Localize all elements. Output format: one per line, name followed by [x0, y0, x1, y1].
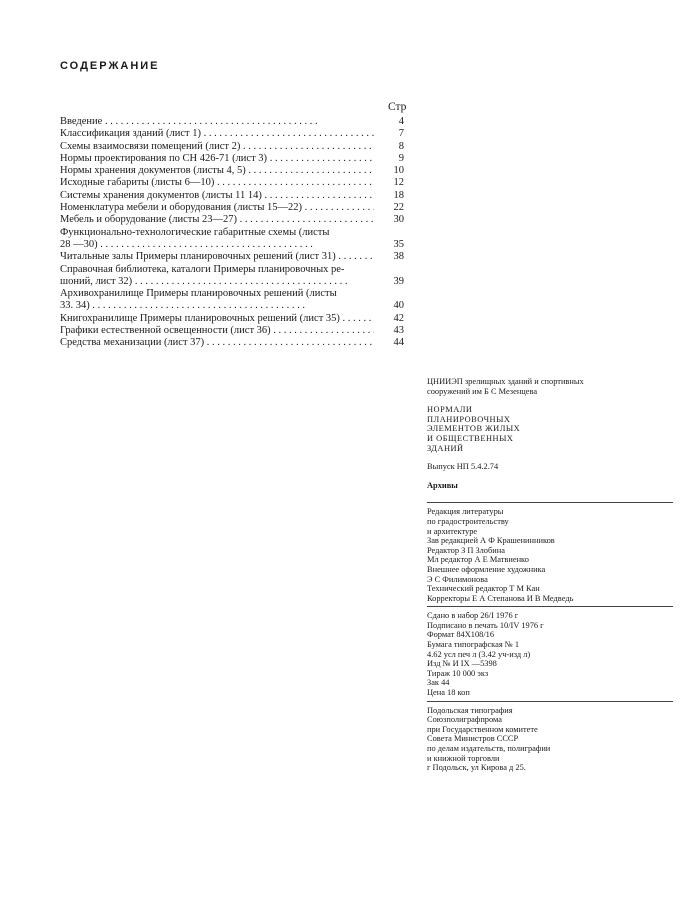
toc-entry [60, 202, 404, 214]
toc-entry [60, 128, 404, 140]
toc-entry [60, 214, 404, 226]
toc-entry [60, 141, 404, 153]
org-line: сооружений им Б С Мезенцева [427, 386, 538, 396]
print-info-line: 4.62 усл печ л (3.42 уч-изд л) [427, 649, 531, 659]
print-info-line: Цена 18 коп [427, 688, 470, 698]
imprint-print-info [427, 611, 687, 697]
staff-line: Э С Филимонова [427, 574, 488, 584]
toc-entry-page: 12 [393, 177, 404, 189]
toc-entry [60, 227, 404, 239]
toc-entry-page: 18 [393, 189, 404, 201]
book-title [427, 405, 687, 453]
toc-entry-text: 28 —30) . . [60, 239, 374, 251]
divider [427, 701, 673, 702]
print-info-line: Тираж 10 000 экз [427, 668, 489, 678]
toc-entry-page: 38 [393, 251, 404, 263]
toc-entry-text: Архивохранилище Примеры планировочных решений (листы [60, 288, 337, 300]
toc-entry [60, 239, 404, 251]
divider [427, 606, 673, 607]
staff-line: и архитектуре [427, 526, 478, 536]
toc-entry-page: 7 [398, 128, 404, 140]
toc-entry-page: 40 [393, 300, 404, 312]
printer-line: Подольская типография [427, 705, 513, 715]
toc-entry-page: 35 [393, 238, 404, 250]
toc-entry [60, 264, 404, 276]
toc-entry-page: 43 [393, 325, 404, 337]
book-title-line: НОРМАЛИ [427, 405, 473, 415]
table-of-contents [60, 116, 404, 350]
print-info-line: Бумага типографская № 1 [427, 640, 520, 650]
toc-entry [60, 325, 404, 337]
toc-entry [60, 190, 404, 202]
staff-line: Корректоры Е А Степанова И В Медведь [427, 593, 574, 603]
book-title-line: ЗДАНИЙ [427, 443, 464, 453]
toc-entry-page: 8 [398, 140, 404, 152]
toc-entry-text: шоний, лист 32) . . [60, 276, 374, 288]
staff-line: Редакция литературы [427, 507, 504, 517]
toc-entry-text: Читальные залы Примеры планировочных решений (лист 31) . . [60, 251, 374, 263]
printer-line: г Подольск, ул Кирова д 25. [427, 763, 526, 773]
divider [427, 502, 673, 503]
toc-entry-text: Системы хранения документов (листы 11 14) . . [60, 190, 374, 202]
print-info-line: Сдано в набор 26/I 1976 г [427, 611, 519, 621]
toc-entry [60, 337, 404, 349]
org-line: ЦНИИЭП зрелищных зданий и спортивных [427, 377, 584, 386]
toc-entry-page: 4 [398, 116, 404, 127]
toc-entry [60, 177, 404, 189]
imprint [427, 377, 687, 773]
staff-line: Внешнее оформление художника [427, 564, 546, 574]
toc-entry-text: 33. 34) . . [60, 300, 374, 312]
printer-line: Совета Министров СССР [427, 734, 519, 744]
toc-entry-text: Нормы проектирования по СН 426-71 (лист 3) . . [60, 153, 374, 165]
toc-entry-text: Нормы хранения документов (листы 4, 5) . . [60, 165, 374, 177]
imprint-org [427, 377, 687, 396]
staff-line: Редактор З П Злобина [427, 545, 505, 555]
staff-line: Зав редакцией А Ф Крашенинников [427, 536, 555, 546]
toc-entry-text: Схемы взаимосвязи помещений (лист 2) . . [60, 141, 374, 153]
toc-entry-text: Исходные габариты (листы 6—10) . . [60, 177, 374, 189]
book-subtitle: Архивы [427, 480, 458, 490]
toc-entry-text: Средства механизации (лист 37) . . [60, 337, 374, 349]
toc-entry [60, 165, 404, 177]
toc-entry-text: Графики естественной освещенности (лист 36) . . [60, 325, 374, 337]
toc-entry-page: 9 [398, 152, 404, 164]
imprint-staff [427, 507, 687, 603]
toc-entry-page: 44 [393, 337, 404, 349]
printer-line: по делам издательств, полиграфии [427, 744, 551, 753]
toc-entry-text: Мебель и оборудование (листы 23—27) . . [60, 214, 374, 226]
printer-line: и книжной торговли [427, 753, 500, 763]
toc-entry-text: Номенклатура мебели и оборудования (листы 15—22) . . [60, 202, 374, 214]
print-info-line: Изд № И IX —5398 [427, 659, 497, 669]
book-title-line: ЭЛЕМЕНТОВ ЖИЛЫХ [427, 424, 521, 434]
toc-entry-text: Книгохранилище Примеры планировочных решений (лист 35) . . [60, 313, 374, 325]
page-column-label: Стр [388, 101, 407, 113]
toc-entry [60, 313, 404, 325]
toc-entry-text: Введение . . [60, 116, 374, 128]
imprint-printer [427, 706, 687, 773]
toc-entry-text: Функционально-технологические габаритные схемы (листы [60, 226, 330, 238]
staff-line: Технический редактор Т М Кан [427, 584, 540, 594]
print-info-line: Формат 84X108/16 [427, 630, 495, 640]
toc-entry-text: Справочная библиотека, каталоги Примеры планировочных ре- [60, 263, 345, 275]
toc-entry [60, 300, 404, 312]
print-info-line: Зак 44 [427, 678, 450, 688]
toc-entry-text: Классификация зданий (лист 1) . . [60, 128, 374, 140]
toc-entry-page: 22 [393, 202, 404, 214]
contents-title: СОДЕРЖАНИЕ [60, 60, 160, 72]
toc-entry [60, 153, 404, 165]
toc-entry-page: 10 [393, 165, 404, 177]
printer-line: Союзполиграфпрома [427, 715, 502, 725]
toc-entry [60, 276, 404, 288]
book-title-line: ПЛАНИРОВОЧНЫХ [427, 414, 511, 424]
toc-entry [60, 288, 404, 300]
toc-entry [60, 116, 404, 128]
printer-line: при Государственном комитете [427, 724, 538, 734]
toc-entry-page: 42 [393, 312, 404, 324]
toc-entry [60, 251, 404, 263]
print-info-line: Подписано в печать 10/IV 1976 г [427, 620, 544, 630]
book-title-line: И ОБЩЕСТВЕННЫХ [427, 433, 514, 443]
toc-entry-page: 39 [393, 275, 404, 287]
toc-entry-page: 30 [393, 214, 404, 226]
issue-number: Выпуск НП 5.4.2.74 [427, 462, 499, 472]
staff-line: по градостроительству [427, 516, 509, 526]
staff-line: Мл редактор А Е Матвиенко [427, 555, 529, 565]
